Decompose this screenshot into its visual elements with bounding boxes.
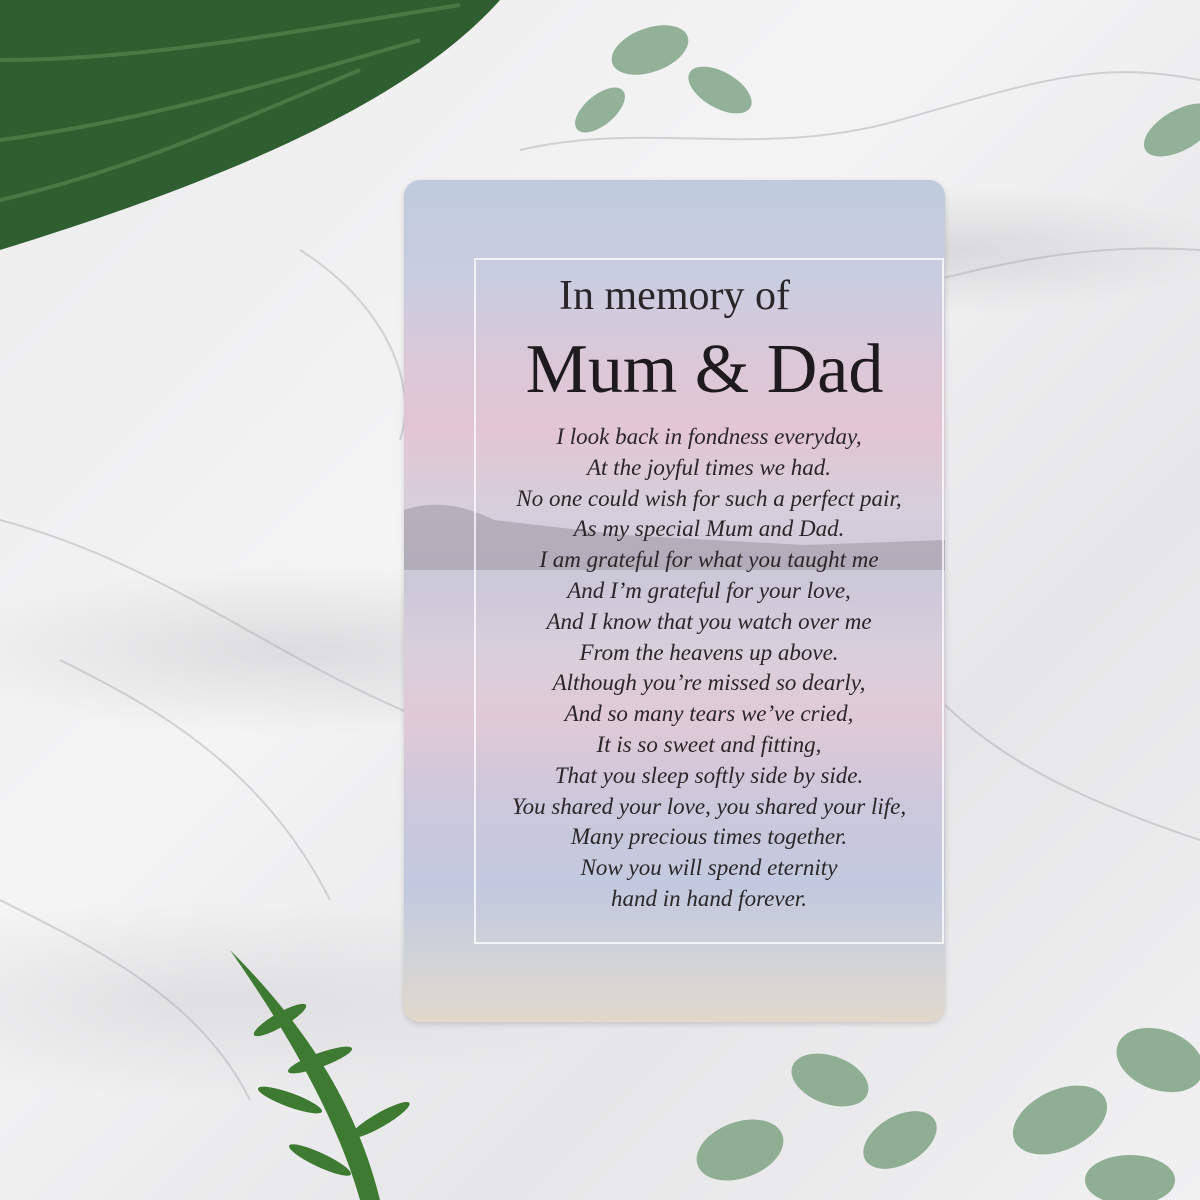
poem-line: Now you will spend eternity (580, 855, 838, 881)
eucalyptus-top (567, 16, 1200, 168)
poem-line: And I know that you watch over me (546, 608, 872, 634)
poem-line: You shared your love, you shared your life, (511, 793, 907, 819)
poem-line: hand in hand forever. (611, 885, 807, 911)
poem-line: And so many tears we’ve cried, (564, 701, 854, 727)
poem-line: I look back in fondness everyday, (556, 424, 862, 449)
eucalyptus-bottom (688, 1016, 1200, 1200)
card-title-line2: Mum & Dad (525, 331, 884, 408)
fern-bottom (230, 950, 413, 1200)
poem-line: No one could wish for such a perfect pair, (516, 485, 902, 511)
poem-line: Many precious times together. (570, 824, 848, 850)
poem-line: And I’m grateful for your love, (567, 577, 851, 603)
poem-line: Although you’re missed so dearly, (552, 670, 866, 696)
poem-line: I am grateful for what you taught me (539, 547, 879, 573)
poem-line: At the joyful times we had. (586, 454, 831, 480)
card-title-line1: In memory of (559, 273, 790, 319)
poem-line: That you sleep softly side by side. (554, 762, 864, 788)
poem (474, 422, 944, 915)
memorial-card (404, 180, 945, 1022)
poem-line: It is so sweet and fitting, (596, 731, 822, 757)
poem-line: As my special Mum and Dad. (573, 516, 845, 542)
poem-line: From the heavens up above. (579, 639, 839, 665)
